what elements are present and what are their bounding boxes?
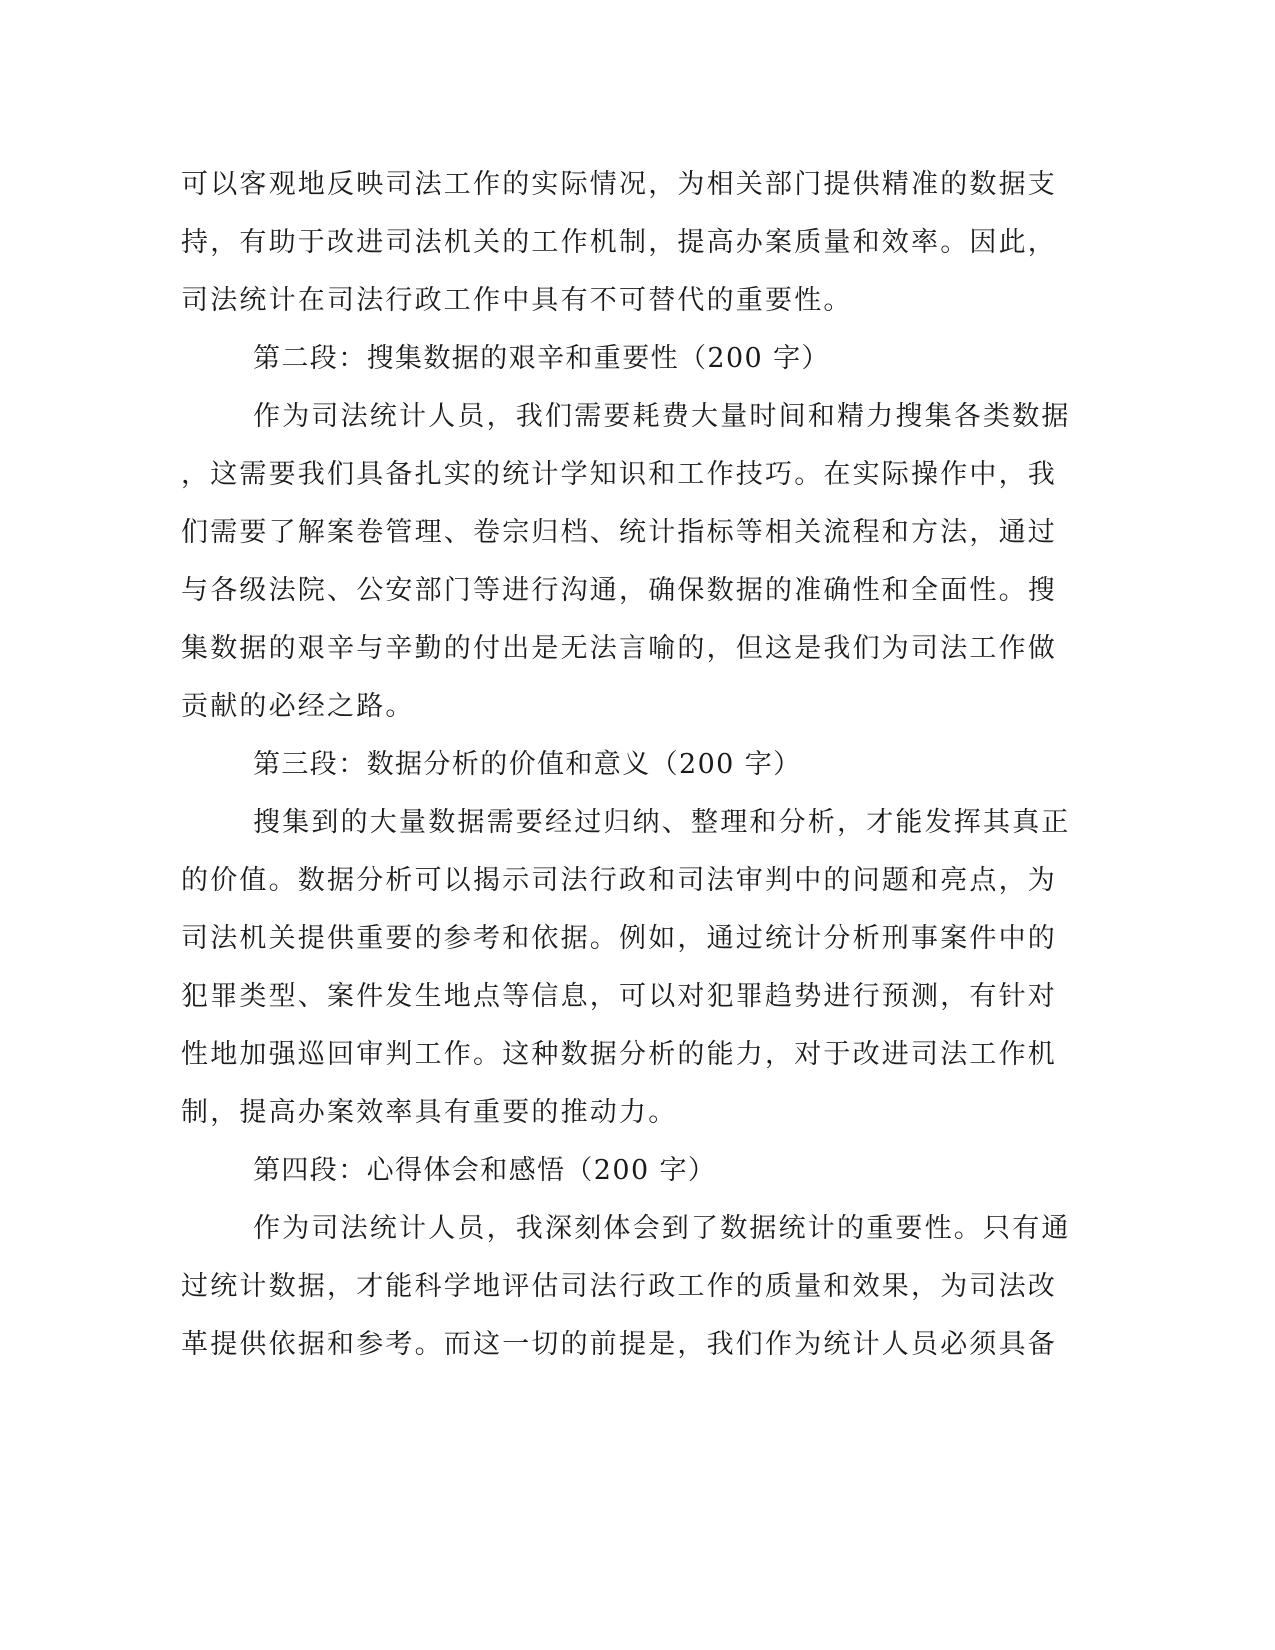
text-line: 搜集到的大量数据需要经过归纳、整理和分析，才能发挥其真正 <box>253 807 1071 838</box>
text-line: 司法机关提供重要的参考和依据。例如，通过统计分析刑事案件中的 <box>181 923 1057 954</box>
text-line: ，这需要我们具备扎实的统计学知识和工作技巧。在实际操作中，我 <box>181 459 1057 490</box>
section-heading: 第二段：搜集数据的艰辛和重要性（200 字） <box>253 343 830 374</box>
text-line: 贡献的必经之路。 <box>181 691 415 722</box>
section-heading: 第三段：数据分析的价值和意义（200 字） <box>253 749 802 780</box>
text-line: 革提供依据和参考。而这一切的前提是，我们作为统计人员必须具备 <box>181 1329 1057 1360</box>
text-line: 持，有助于改进司法机关的工作机制，提高办案质量和效率。因此， <box>181 227 1057 258</box>
text-line: 的价值。数据分析可以揭示司法行政和司法审判中的问题和亮点，为 <box>181 865 1057 896</box>
section-heading: 第四段：心得体会和感悟（200 字） <box>253 1155 717 1186</box>
text-line: 作为司法统计人员，我们需要耗费大量时间和精力搜集各类数据 <box>253 401 1071 432</box>
text-line: 性地加强巡回审判工作。这种数据分析的能力，对于改进司法工作机 <box>181 1039 1057 1070</box>
text-line: 过统计数据，才能科学地评估司法行政工作的质量和效果，为司法改 <box>181 1271 1057 1302</box>
body-text <box>181 156 1071 1374</box>
text-line: 司法统计在司法行政工作中具有不可替代的重要性。 <box>181 285 853 316</box>
text-line: 集数据的艰辛与辛勤的付出是无法言喻的，但这是我们为司法工作做 <box>181 633 1057 664</box>
text-line: 作为司法统计人员，我深刻体会到了数据统计的重要性。只有通 <box>253 1213 1071 1244</box>
text-line: 可以客观地反映司法工作的实际情况，为相关部门提供精准的数据支 <box>181 169 1057 200</box>
text-line: 制，提高办案效率具有重要的推动力。 <box>181 1097 678 1128</box>
text-line: 们需要了解案卷管理、卷宗归档、统计指标等相关流程和方法，通过 <box>181 517 1057 548</box>
text-line: 与各级法院、公安部门等进行沟通，确保数据的准确性和全面性。搜 <box>181 575 1057 606</box>
text-line: 犯罪类型、案件发生地点等信息，可以对犯罪趋势进行预测，有针对 <box>181 981 1057 1012</box>
